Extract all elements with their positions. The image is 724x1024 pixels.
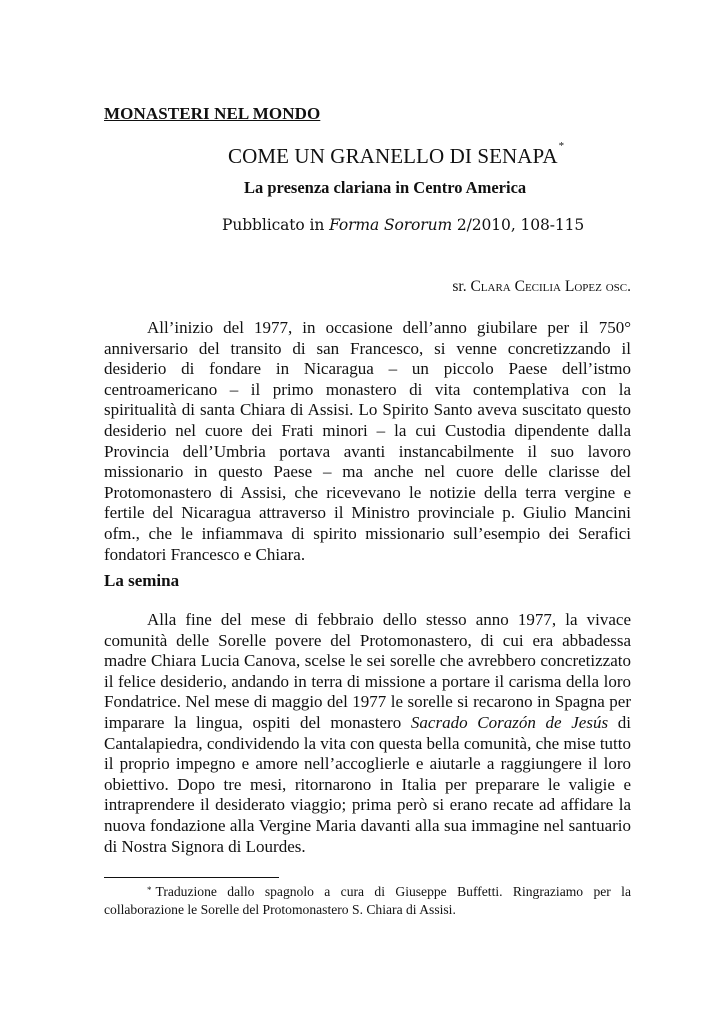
document-page — [104, 0, 631, 1024]
publication-line — [222, 216, 584, 234]
footnote — [104, 883, 631, 919]
monastery-name: Sacrado Corazón de Jesús — [410, 712, 609, 732]
section-subheading: La semina — [104, 571, 180, 590]
article-subtitle: La presenza clariana in Centro America — [244, 178, 527, 197]
footnote-text: Traduzione dallo spagnolo a cura di Giuseppe Buffetti. Ringraziamo per la collaborazione le Sorelle del Protomonastero S. Chiara di Assisi. — [104, 884, 631, 917]
title-footnote-marker: * — [558, 140, 565, 152]
article-title — [228, 140, 565, 169]
author-suffix: osc. — [601, 278, 631, 295]
publication-prefix: Pubblicato in — [222, 216, 330, 234]
footnote-marker: * — [147, 885, 152, 895]
article-title-text: COME UN GRANELLO DI SENAPA — [228, 144, 558, 168]
body-paragraph-2-part-2: di Cantalapiedra, condividendo la vita con questa bella comunità, che mise tutto il proprio impegno e amore nell’accoglierle e aiutarle a raggiungere il loro obiettivo. Dopo tre mesi, ritornarono in Italia per preparare le valigie e intraprendere il desiderato viaggio; prima però si erano recate ad affidare la nuova fondazione alla Vergine Maria davanti alla sua immagine nel santuario di Nostra Signora di Lourdes. — [104, 712, 631, 856]
publication-suffix: 2/2010, 108-115 — [452, 216, 585, 234]
footnote-separator — [104, 877, 279, 878]
author-name: Clara Cecilia Lopez — [470, 278, 602, 295]
author-line — [452, 278, 631, 296]
body-paragraph-2-part-1: Alla fine del mese di febbraio dello stesso anno 1977, la vivace comunità delle Sorelle povere del Protomonastero, di cui era abbadessa madre Chiara Lucia Canova, scelse le sei sorelle che avrebbero concretizzato il felice desiderio, andando in terra di missione a portare il carisma della loro Fondatrice. Nel mese di maggio del 1977 le sorelle si recarono in Spagna per imparare la lingua, ospiti del monastero — [104, 610, 631, 732]
body-paragraph-2 — [104, 610, 631, 857]
section-label: MONASTERI NEL MONDO — [104, 104, 321, 123]
author-prefix: sr. — [452, 278, 471, 295]
body-paragraph-1: All’inizio del 1977, in occasione dell’anno giubilare per il 750° anniversario del transito di san Francesco, si venne concretizzando il desiderio di fondare in Nicaragua – un piccolo Paese dell’istmo centroamericano – il primo monastero di vita contemplativa con la spiritualità di santa Chiara di Assisi. Lo Spirito Santo aveva suscitato questo desiderio nel cuore dei Frati minori – la cui Custodia dipendente dalla Provincia dell’Umbria portava avanti instancabilmente il suo lavoro missionario in questo Paese – ma anche nel cuore delle clarisse del Protomonastero di Assisi, che ricevevano le notizie della terra vergine e fertile del Nicaragua attraverso il Ministro provinciale p. Giulio Mancini ofm., che le infiammava di spirito missionario sull’esempio dei Serafici fondatori Francesco e Chiara. — [104, 318, 631, 564]
publication-journal: Forma Sororum — [329, 216, 453, 234]
